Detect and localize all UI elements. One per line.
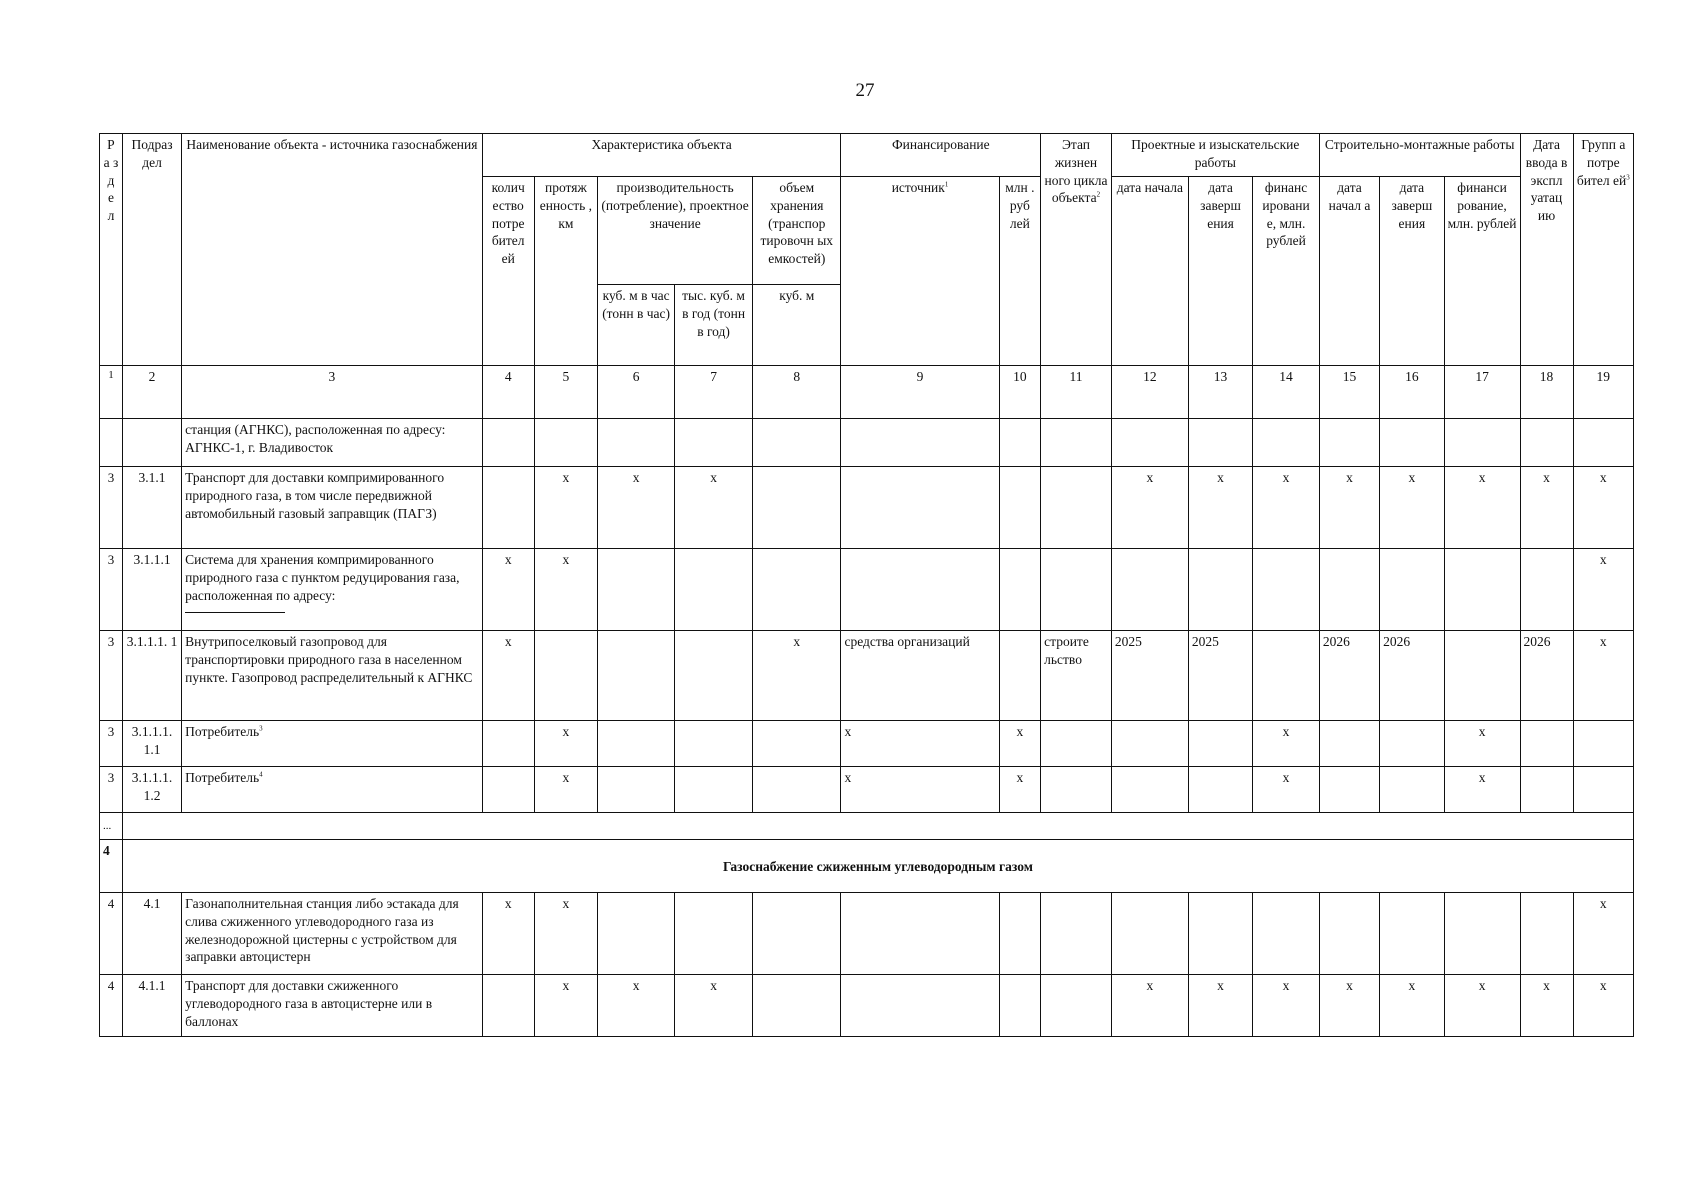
cell-col-6 (598, 975, 675, 1037)
cell-text: 4 (107, 896, 115, 911)
cell-col-10 (999, 549, 1041, 631)
cell-col-2 (122, 975, 181, 1037)
cell-col-8 (753, 767, 841, 813)
cell-col-19 (1573, 767, 1633, 813)
cell-text: 2026 (1383, 634, 1411, 649)
cell-col-18 (1520, 721, 1573, 767)
cell-col-7 (675, 767, 753, 813)
cell-col-8 (753, 975, 841, 1037)
cell-text: х (562, 724, 570, 739)
cell-text: х (793, 634, 801, 649)
cell-col-11 (1041, 767, 1112, 813)
section-4-num: 4 (100, 840, 123, 893)
cell-col-18 (1520, 893, 1573, 975)
cell-col-8 (753, 467, 841, 549)
cell-col-6 (598, 721, 675, 767)
cell-col-2 (122, 467, 181, 549)
cell-text: 3 (107, 770, 115, 785)
table-row (100, 767, 1634, 813)
cell-col-13 (1188, 549, 1252, 631)
cell-col-7 (675, 975, 753, 1037)
column-number: 5 (534, 366, 597, 419)
cell-col-9 (841, 549, 999, 631)
address-blank-line (185, 604, 285, 613)
table-row (100, 549, 1634, 631)
table-row (100, 893, 1634, 975)
cell-col-2 (122, 549, 181, 631)
cell-col-4 (482, 467, 534, 549)
cell-col-17 (1444, 893, 1520, 975)
cell-col-14 (1253, 975, 1320, 1037)
header-tys-kub-god: тыс. куб. м в год (тонн в год) (675, 285, 753, 366)
cell-col-14 (1253, 419, 1320, 467)
cell-col-12 (1111, 467, 1188, 549)
cell-col-16 (1380, 419, 1444, 467)
cell-col-13 (1188, 419, 1252, 467)
cell-col-14 (1253, 721, 1320, 767)
cell-text: х (1282, 470, 1290, 485)
column-number: 3 (182, 366, 483, 419)
cell-col-17 (1444, 631, 1520, 721)
cell-text: 3 (107, 552, 115, 567)
cell-col-5 (534, 419, 597, 467)
cell-text: 3.1.1 (138, 470, 166, 485)
cell-col-19 (1573, 631, 1633, 721)
header-kolichestvo: колич ество потре бител ей (482, 177, 534, 366)
column-number: 2 (122, 366, 181, 419)
cell-text: х (1599, 552, 1607, 567)
cell-col-3 (182, 893, 483, 975)
cell-col-16 (1380, 631, 1444, 721)
cell-col-1 (100, 467, 123, 549)
cell-text: х (1478, 770, 1486, 785)
cell-col-15 (1319, 549, 1379, 631)
cell-text: х (1282, 770, 1290, 785)
column-number: 11 (1041, 366, 1112, 419)
cell-col-1 (100, 549, 123, 631)
cell-col-12 (1111, 893, 1188, 975)
column-number: 15 (1319, 366, 1379, 419)
cell-text: Газонаполнительная станция либо эстакада для слива сжиженного углеводородного газа из железнодорожной цистерны с устройством для заправки автоцистерн (185, 896, 459, 965)
page-number: 27 (855, 80, 875, 101)
cell-text: 3.1.1.1. 1.2 (131, 770, 173, 803)
cell-text: х (1478, 470, 1486, 485)
header-protyazhennost: протяж енность , км (534, 177, 597, 366)
column-number: 4 (482, 366, 534, 419)
cell-text: х (1478, 978, 1486, 993)
cell-text: х (1599, 470, 1607, 485)
cell-col-9 (841, 721, 999, 767)
cell-col-3 (182, 549, 483, 631)
cell-col-5 (534, 893, 597, 975)
cell-col-18 (1520, 419, 1573, 467)
cell-text: 3 (107, 634, 115, 649)
cell-text: х (1599, 978, 1607, 993)
cell-col-5 (534, 631, 597, 721)
cell-col-9 (841, 767, 999, 813)
cell-col-1 (100, 419, 123, 467)
cell-col-17 (1444, 767, 1520, 813)
cell-text: х (844, 770, 852, 785)
table-row (100, 975, 1634, 1037)
cell-col-2 (122, 419, 181, 467)
cell-col-9 (841, 419, 999, 467)
cell-text: х (1543, 470, 1550, 485)
cell-col-7 (675, 419, 753, 467)
cell-col-12 (1111, 975, 1188, 1037)
cell-col-4 (482, 549, 534, 631)
header-data-nachala-2: дата начал а (1319, 177, 1379, 366)
header-data-zaversh-2: дата заверш ения (1380, 177, 1444, 366)
header-mln-rub: млн . руб лей (999, 177, 1041, 366)
cell-text: х (1599, 634, 1607, 649)
cell-col-19 (1573, 467, 1633, 549)
cell-col-4 (482, 975, 534, 1037)
cell-text: х (632, 470, 640, 485)
cell-col-15 (1319, 631, 1379, 721)
cell-col-5 (534, 467, 597, 549)
cell-text: х (1146, 470, 1154, 485)
cell-col-10 (999, 893, 1041, 975)
cell-col-15 (1319, 419, 1379, 467)
cell-text: х (1282, 978, 1290, 993)
cell-col-1 (100, 631, 123, 721)
ellipsis-row (100, 813, 1634, 840)
cell-text: 2025 (1191, 634, 1219, 649)
cell-col-11 (1041, 467, 1112, 549)
cell-text: х (504, 634, 512, 649)
cell-text: х (1346, 470, 1353, 485)
cell-text: х (710, 978, 717, 993)
column-number: 18 (1520, 366, 1573, 419)
cell-col-18 (1520, 975, 1573, 1037)
cell-col-14 (1253, 467, 1320, 549)
header-data-vvoda: Дата ввода в экспл уатац ию (1520, 134, 1573, 366)
cell-col-19 (1573, 419, 1633, 467)
cell-col-1 (100, 767, 123, 813)
cell-col-13 (1188, 893, 1252, 975)
cell-col-15 (1319, 893, 1379, 975)
cell-col-16 (1380, 975, 1444, 1037)
column-number: 7 (675, 366, 753, 419)
cell-col-10 (999, 975, 1041, 1037)
cell-text: Внутрипоселковый газопровод для транспортировки природного газа в населенном пункте. Газопровод распределительный к АГНКС (185, 634, 473, 685)
cell-text: х (844, 724, 852, 739)
cell-col-19 (1573, 975, 1633, 1037)
cell-col-1 (100, 893, 123, 975)
cell-col-19 (1573, 549, 1633, 631)
cell-col-3 (182, 467, 483, 549)
cell-col-8 (753, 721, 841, 767)
cell-col-12 (1111, 419, 1188, 467)
cell-col-6 (598, 767, 675, 813)
header-characteristics: Характеристика объекта (482, 134, 841, 177)
cell-col-6 (598, 893, 675, 975)
cell-text: 2025 (1114, 634, 1142, 649)
cell-text: х (1016, 770, 1024, 785)
cell-col-13 (1188, 467, 1252, 549)
cell-col-16 (1380, 721, 1444, 767)
cell-text: 3 (107, 724, 115, 739)
table-row (100, 467, 1634, 549)
column-number: 13 (1188, 366, 1252, 419)
cell-text: х (1599, 896, 1607, 911)
cell-text: 4 (107, 978, 115, 993)
cell-text: 4.1.1 (138, 978, 166, 993)
cell-col-12 (1111, 631, 1188, 721)
cell-col-12 (1111, 767, 1188, 813)
cell-col-15 (1319, 975, 1379, 1037)
cell-text: х (562, 770, 570, 785)
cell-col-10 (999, 721, 1041, 767)
cell-col-14 (1253, 893, 1320, 975)
cell-text: х (1543, 978, 1550, 993)
cell-col-13 (1188, 631, 1252, 721)
header-stroit: Строительно-монтажные работы (1319, 134, 1520, 177)
cell-text: Потребитель (185, 770, 260, 785)
cell-col-8 (753, 419, 841, 467)
footnote-mark: 3 (259, 724, 263, 733)
cell-col-16 (1380, 893, 1444, 975)
column-number: 1 (100, 366, 123, 419)
cell-text: х (562, 552, 570, 567)
cell-col-5 (534, 767, 597, 813)
header-fin-proekt: финанс ировани е, млн. рублей (1253, 177, 1320, 366)
gas-supply-table (99, 133, 1634, 1037)
cell-col-12 (1111, 549, 1188, 631)
column-number: 8 (753, 366, 841, 419)
cell-text: х (1146, 978, 1154, 993)
header-istochnik: источник$^1$ (841, 177, 999, 366)
ellipsis-cell: ... (100, 813, 123, 840)
cell-col-10 (999, 419, 1041, 467)
column-number: 14 (1253, 366, 1320, 419)
cell-col-6 (598, 419, 675, 467)
cell-col-8 (753, 893, 841, 975)
column-number: 12 (1111, 366, 1188, 419)
cell-text: х (1408, 978, 1416, 993)
cell-text: х (504, 896, 512, 911)
cell-text: средства организаций (844, 634, 970, 649)
cell-text: 3.1.1.1 (133, 552, 171, 567)
cell-text: Система для хранения компримированного природного газа с пунктом редуцирования газа, расположенная по адресу: (185, 552, 460, 603)
cell-text: 3.1.1.1. 1.1 (131, 724, 173, 757)
cell-text: х (1217, 470, 1224, 485)
cell-col-15 (1319, 721, 1379, 767)
cell-col-16 (1380, 467, 1444, 549)
cell-text: х (632, 978, 640, 993)
cell-col-2 (122, 631, 181, 721)
header-razdel: Р а з д е л (100, 134, 123, 366)
cell-text: х (1217, 978, 1224, 993)
cell-col-3 (182, 721, 483, 767)
cell-col-11 (1041, 721, 1112, 767)
cell-col-17 (1444, 549, 1520, 631)
cell-col-9 (841, 467, 999, 549)
cell-col-6 (598, 467, 675, 549)
cell-text: х (562, 470, 570, 485)
cell-col-14 (1253, 767, 1320, 813)
cell-col-19 (1573, 721, 1633, 767)
cell-col-6 (598, 631, 675, 721)
cell-col-5 (534, 549, 597, 631)
cell-col-9 (841, 893, 999, 975)
header-financing: Финансирование (841, 134, 1041, 177)
cell-text: 3 (107, 470, 115, 485)
header-row-1 (100, 134, 1634, 177)
cell-col-3 (182, 975, 483, 1037)
cell-col-8 (753, 631, 841, 721)
header-etap: Этап жизнен ного цикла объекта$^2$ (1041, 134, 1112, 366)
cell-col-4 (482, 767, 534, 813)
cell-col-18 (1520, 631, 1573, 721)
cell-col-3 (182, 631, 483, 721)
header-data-nachala: дата начала (1111, 177, 1188, 366)
cell-col-19 (1573, 893, 1633, 975)
cell-col-10 (999, 467, 1041, 549)
cell-text: 2026 (1322, 634, 1350, 649)
table-row (100, 419, 1634, 467)
cell-col-4 (482, 419, 534, 467)
header-podrazdel: Подраз дел (122, 134, 181, 366)
cell-col-11 (1041, 549, 1112, 631)
cell-text: х (1016, 724, 1024, 739)
cell-col-11 (1041, 631, 1112, 721)
cell-col-17 (1444, 419, 1520, 467)
cell-col-10 (999, 631, 1041, 721)
column-number: 6 (598, 366, 675, 419)
cell-col-4 (482, 631, 534, 721)
cell-col-6 (598, 549, 675, 631)
cell-col-5 (534, 975, 597, 1037)
cell-text: 2026 (1523, 634, 1551, 649)
cell-col-7 (675, 467, 753, 549)
header-name: Наименование объекта - источника газоснабжения (182, 134, 483, 366)
cell-col-10 (999, 767, 1041, 813)
cell-text: х (562, 978, 570, 993)
cell-col-7 (675, 893, 753, 975)
cell-text: х (1282, 724, 1290, 739)
cell-col-8 (753, 549, 841, 631)
cell-col-7 (675, 631, 753, 721)
cell-text: х (1408, 470, 1416, 485)
cell-text: Потребитель (185, 724, 260, 739)
cell-text: х (1346, 978, 1353, 993)
section-4-row (100, 840, 1634, 893)
cell-col-13 (1188, 721, 1252, 767)
cell-text: х (710, 470, 717, 485)
header-gruppa: Групп а потре бител $ей^3$ (1573, 134, 1633, 366)
header-obem: объем хранения (транспор тировочн ых емкостей) (753, 177, 841, 285)
cell-col-3 (182, 419, 483, 467)
column-number: 19 (1573, 366, 1633, 419)
cell-col-15 (1319, 467, 1379, 549)
cell-col-1 (100, 975, 123, 1037)
table-row (100, 631, 1634, 721)
footnote-mark: 4 (259, 770, 263, 779)
cell-col-18 (1520, 549, 1573, 631)
header-proizvod: производительность (потребление), проектное значение (598, 177, 753, 285)
cell-col-2 (122, 893, 181, 975)
column-number: 10 (999, 366, 1041, 419)
cell-col-7 (675, 549, 753, 631)
cell-text: 4.1 (143, 896, 161, 911)
table-row (100, 721, 1634, 767)
cell-text: строите льство (1044, 634, 1089, 667)
cell-col-11 (1041, 893, 1112, 975)
cell-col-17 (1444, 975, 1520, 1037)
column-number: 17 (1444, 366, 1520, 419)
cell-text: х (1478, 724, 1486, 739)
cell-col-3 (182, 767, 483, 813)
cell-col-4 (482, 893, 534, 975)
cell-col-11 (1041, 419, 1112, 467)
cell-col-13 (1188, 975, 1252, 1037)
cell-col-18 (1520, 767, 1573, 813)
cell-col-17 (1444, 721, 1520, 767)
header-data-zaversh: дата заверш ения (1188, 177, 1252, 366)
cell-col-9 (841, 631, 999, 721)
cell-col-17 (1444, 467, 1520, 549)
cell-text: 3.1.1.1. 1 (126, 634, 178, 649)
cell-text: х (504, 552, 512, 567)
cell-col-4 (482, 721, 534, 767)
cell-text: станция (АГНКС), расположенная по адресу: АГНКС-1, г. Владивосток (185, 422, 446, 455)
header-fin-stroit: финанси рование, млн. рублей (1444, 177, 1520, 366)
cell-col-16 (1380, 767, 1444, 813)
ellipsis-empty (122, 813, 1633, 840)
cell-col-15 (1319, 767, 1379, 813)
cell-col-2 (122, 767, 181, 813)
cell-col-1 (100, 721, 123, 767)
cell-col-18 (1520, 467, 1573, 549)
cell-text: Транспорт для доставки сжиженного углеводородного газа в автоцистерне или в баллонах (185, 978, 433, 1029)
cell-col-14 (1253, 631, 1320, 721)
cell-col-5 (534, 721, 597, 767)
cell-text: х (562, 896, 570, 911)
header-kub-m: куб. м (753, 285, 841, 366)
header-proekt: Проектные и изыскательские работы (1111, 134, 1319, 177)
table-body-section-4 (100, 893, 1634, 1037)
table-body-section-3 (100, 419, 1634, 813)
column-number: 16 (1380, 366, 1444, 419)
cell-text: Транспорт для доставки компримированного природного газа, в том числе передвижной автомобильный газовый заправщик (ПАГЗ) (185, 470, 445, 521)
header-kub-chas: куб. м в час (тонн в час) (598, 285, 675, 366)
cell-col-16 (1380, 549, 1444, 631)
cell-col-14 (1253, 549, 1320, 631)
cell-col-2 (122, 721, 181, 767)
column-number: 9 (841, 366, 999, 419)
cell-col-13 (1188, 767, 1252, 813)
cell-col-7 (675, 721, 753, 767)
cell-col-12 (1111, 721, 1188, 767)
column-number-row (100, 366, 1634, 419)
cell-col-9 (841, 975, 999, 1037)
section-4-title: Газоснабжение сжиженным углеводородным газом (122, 840, 1633, 893)
cell-col-11 (1041, 975, 1112, 1037)
